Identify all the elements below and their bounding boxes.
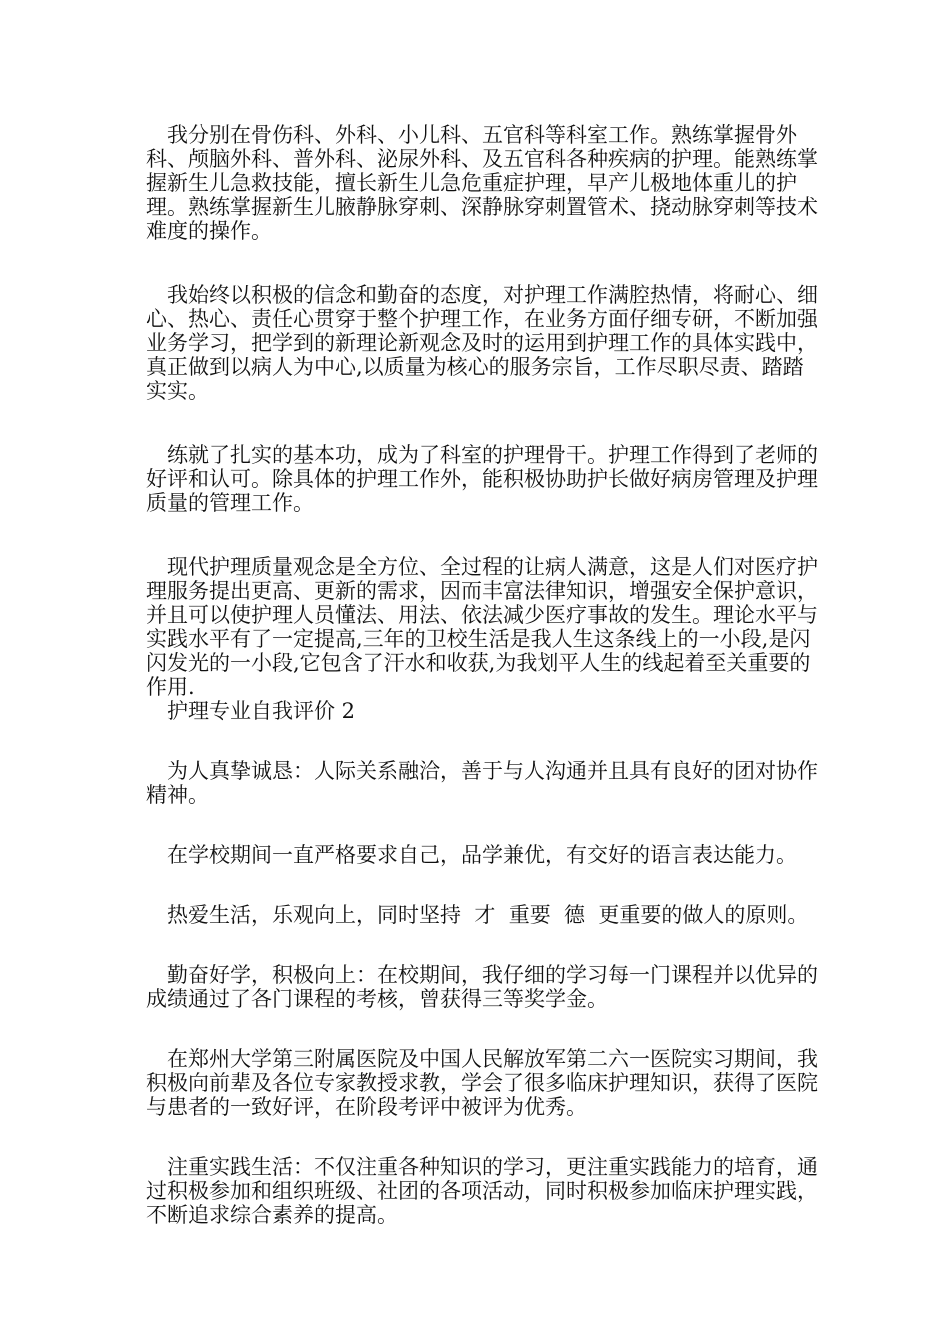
paragraph-practice: 注重实践生活：不仅注重各种知识的学习，更注重实践能力的培育，通过积极参加和组织班级、社团的各项活动，同时积极参加临床护理实践，不断追求综合素养的提高。 — [146, 1155, 818, 1227]
paragraph-school: 在学校期间一直严格要求自己，品学兼优，有交好的语言表达能力。 — [167, 843, 797, 867]
document-body — [146, 123, 818, 1227]
paragraph-internship: 在郑州大学第三附属医院及中国人民解放军第二六一医院实习期间，我积极向前辈及各位专家教授求教，学会了很多临床护理知识，获得了医院与患者的一致好评，在阶段考评中被评为优秀。 — [146, 1047, 818, 1119]
paragraph-departments: 我分别在骨伤科、外科、小儿科、五官科等科室工作。熟练掌握骨外科、颅脑外科、普外科、泌尿外科、及五官科各种疾病的护理。能熟练掌握新生儿急救技能，擅长新生儿急危重症护理，早产儿极地体重儿的护理。熟练掌握新生儿腋静脉穿刺、深静脉穿刺置管术、挠动脉穿刺等技术难度的操作。 — [146, 123, 818, 243]
paragraph-study: 勤奋好学，积极向上：在校期间，我仔细的学习每一门课程并以优异的成绩通过了各门课程的考核，曾获得三等奖学金。 — [146, 963, 818, 1011]
paragraph-skills: 练就了扎实的基本功，成为了科室的护理骨干。护理工作得到了老师的好评和认可。除具体的护理工作外，能积极协助护长做好病房管理及护理质量的管理工作。 — [146, 443, 818, 515]
paragraph-life: 热爱生活，乐观向上，同时坚持 才 重要 德 更重要的做人的原则。 — [167, 903, 809, 927]
paragraph-character: 为人真挚诚恳：人际关系融洽，善于与人沟通并且具有良好的团对协作精神。 — [146, 759, 818, 807]
section-heading: 护理专业自我评价 2 — [167, 699, 356, 723]
paragraph-attitude: 我始终以积极的信念和勤奋的态度，对护理工作满腔热情，将耐心、细心、热心、责任心贯穿于整个护理工作，在业务方面仔细专研，不断加强业务学习，把学到的新理论新观念及时的运用到护理工作的具体实践中，真正做到以病人为中心,以质量为核心的服务宗旨，工作尽职尽责、踏踏实实。 — [146, 283, 818, 403]
paragraph-quality: 现代护理质量观念是全方位、全过程的让病人满意，这是人们对医疗护理服务提出更高、更新的需求，因而丰富法律知识，增强安全保护意识，并且可以使护理人员懂法、用法、依法减少医疗事故的发生。理论水平与实践水平有了一定提高,三年的卫校生活是我人生这条线上的一小段,是闪闪发光的一小段,它包含了汗水和收获,为我划平人生的线起着至关重要的作用. — [146, 555, 818, 699]
